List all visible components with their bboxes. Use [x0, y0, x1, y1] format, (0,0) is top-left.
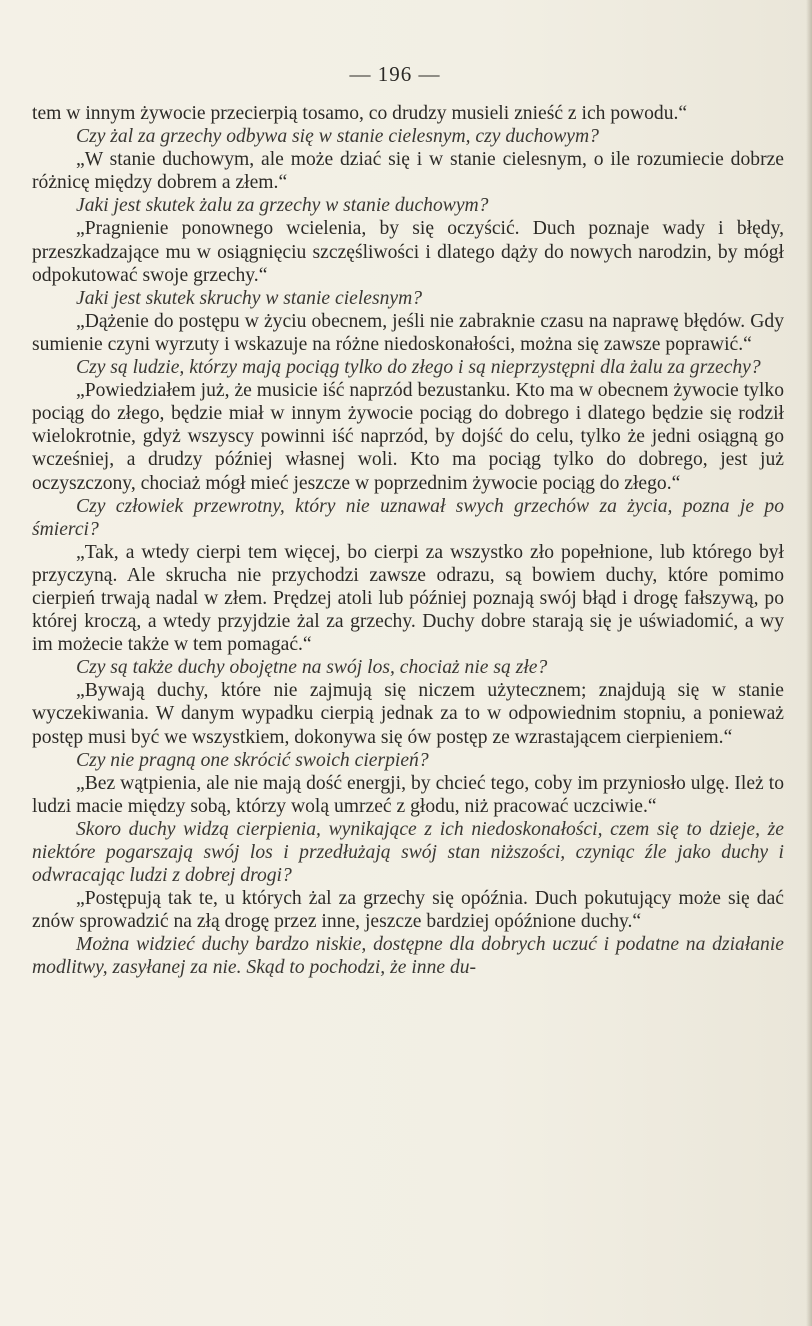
question: Można widzieć duchy bardzo niskie, dostępne dla dobrych uczuć i podatne na działanie modlitwy, zasyłanej za nie. Skąd to pochodzi, że inne du- [32, 934, 784, 979]
question: Skoro duchy widzą cierpienia, wynikające z ich niedoskonałości, czem się to dzieje, że niektóre pogarszają swój los i przedłużają swój stan niższości, czyniąc źle jako duchy i odwracając ludzi z dobrej drogi? [32, 818, 784, 887]
question: Czy człowiek przewrotny, który nie uznawał swych grzechów za życia, pozna je po śmierci? [32, 495, 784, 540]
page-number: — 196 — [349, 62, 441, 86]
answer: „Postępują tak te, u których żal za grzechy się opóźnia. Duch pokutujący może się dać znów sprowadzić na złą drogę przez inne, jeszcze bardziej opóźnione duchy.“ [32, 888, 784, 933]
page-edge-shadow [806, 0, 812, 1326]
answer: „W stanie duchowym, ale może dziać się i w stanie cielesnym, o ile rozumiecie dobrze różnicę między dobrem a złem.“ [32, 149, 784, 194]
question: Jaki jest skutek skruchy w stanie cielesnym? [76, 287, 423, 309]
answer: „Dążenie do postępu w życiu obecnem, jeśli nie zabraknie czasu na naprawę błędów. Gdy sumienie czyni wyrzuty i wskazuje na różne niedoskonałości, można się zawsze poprawić.“ [32, 310, 784, 355]
question: Czy nie pragną one skrócić swoich cierpień? [76, 749, 429, 771]
question: Czy żal za grzechy odbywa się w stanie cielesnym, czy duchowym? [76, 126, 599, 148]
answer: „Powiedziałem już, że musicie iść naprzód bezustanku. Kto ma w obecnem żywocie tylko pociąg do złego, będzie miał w innym żywocie pociąg do dobrego i dlatego będzie się rodził wielokrotnie, gdyż wszyscy powinni iść naprzód, by dojść do celu, tylko że jedni osiągną go wcześniej, a drudzy później własnej woli. Kto ma pociąg tylko do dobrego, jest już oczyszczony, chociaż mógł mieć jeszcze w poprzednim żywocie pociąg do złego.“ [32, 380, 784, 494]
question: Jaki jest skutek żalu za grzechy w stanie duchowym? [76, 195, 489, 217]
answer-continuation: tem w innym żywocie przecierpią tosamo, co drudzy musieli znieść z ich powodu.“ [32, 103, 688, 124]
question: Czy są także duchy obojętne na swój los, chociaż nie są złe? [76, 657, 548, 679]
question: Czy są ludzie, którzy mają pociąg tylko do złego i są nieprzystępni dla żalu za grzechy? [76, 357, 761, 379]
answer: „Bywają duchy, które nie zajmują się niczem użytecznem; znajdują się w stanie wyczekiwania. W danym wypadku cierpią jednak za to w odpowiednim stopniu, a ponieważ postęp musi być we wszystkiem, dokonywa się ów postęp ze wzrastającem cierpieniem.“ [32, 680, 784, 748]
page-body [32, 102, 784, 980]
answer: „Tak, a wtedy cierpi tem więcej, bo cierpi za wszystko zło popełnione, lub którego był przyczyną. Ale skrucha nie przychodzi zawsze odrazu, są bowiem duchy, które pomimo cierpień trwają nadal w złem. Prędzej atoli lub później poznają swój błąd i drogę fałszywą, po której kroczą, a wtedy przyjdzie żal za grzechy. Duchy dobre starają się je uświadomić, a wy im możecie także w tem pomagać.“ [32, 541, 784, 656]
answer: „Bez wątpienia, ale nie mają dość energji, by chcieć tego, coby im przyniosło ulgę. Ileż to ludzi macie między sobą, którzy wolą umrzeć z głodu, niż pracować uczciwie.“ [32, 772, 784, 817]
answer: „Pragnienie ponownego wcielenia, by się oczyścić. Duch poznaje wady i błędy, przeszkadzające mu w osiągnięciu szczęśliwości i dlatego dąży do nowych narodzin, by mógł odpokutować swoje grzechy.“ [32, 218, 784, 286]
